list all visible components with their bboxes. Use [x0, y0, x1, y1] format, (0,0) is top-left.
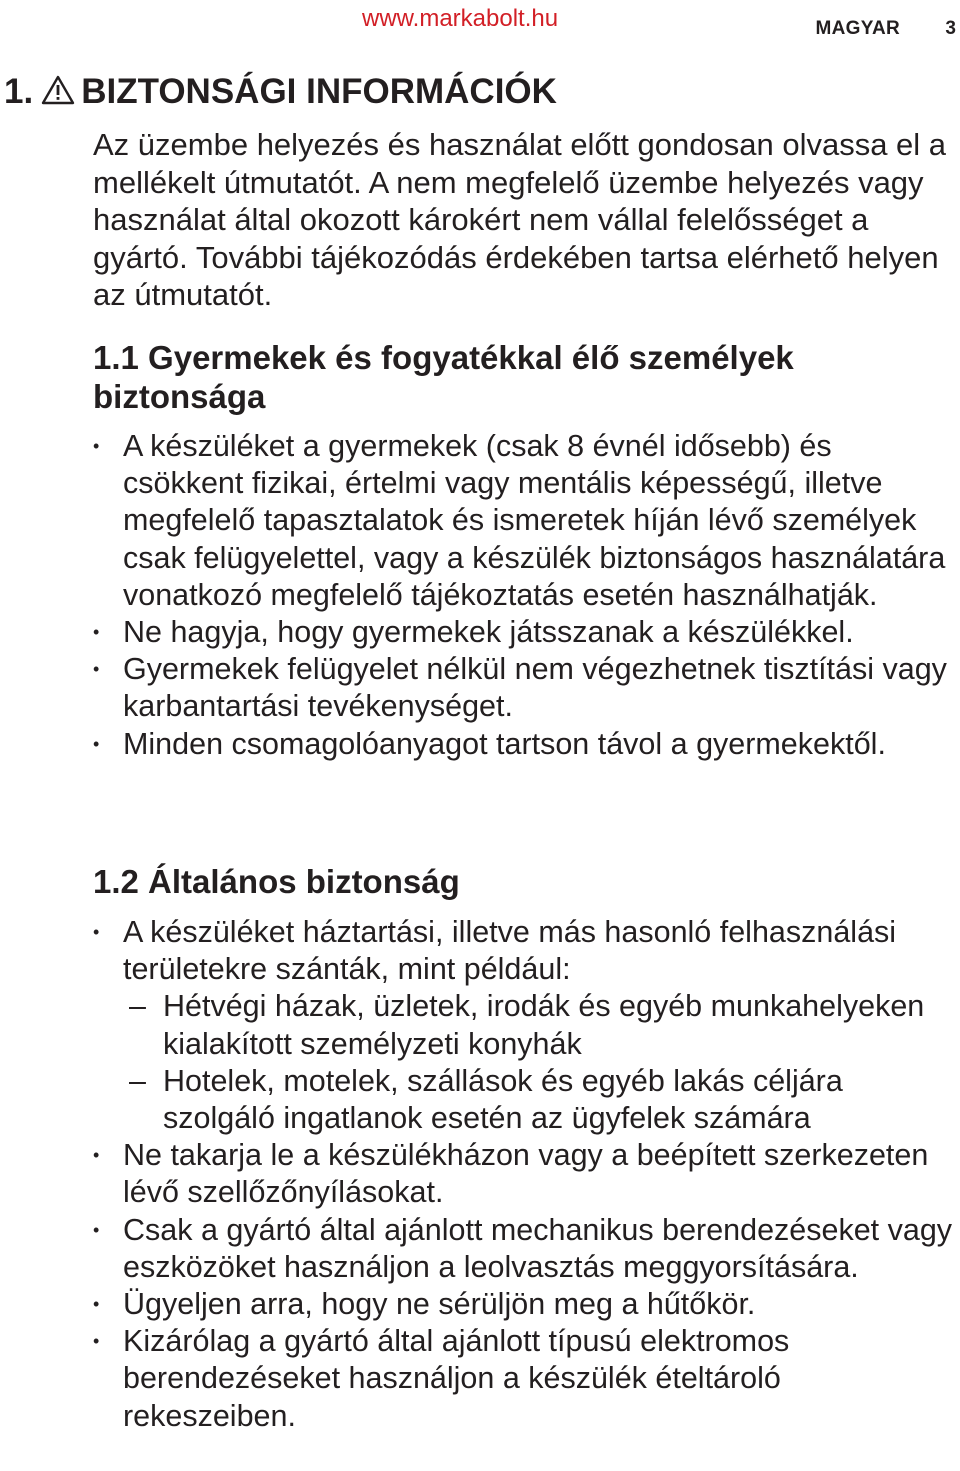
- bullet-icon: •: [93, 1331, 100, 1352]
- bullet-icon: •: [93, 436, 100, 456]
- bullet-icon: •: [93, 1145, 100, 1166]
- list-item: • Kizárólag a gyártó által ajánlott típusú elektromos berendezéseket használjon a készülék ételtároló rekeszeiben.: [93, 1324, 790, 1433]
- sub-list: [123, 988, 959, 1137]
- bullet-icon: •: [93, 733, 100, 754]
- list-item: • Minden csomagolóanyagot tartson távol a gyermekektől.: [93, 726, 959, 763]
- dash-icon: –: [129, 1063, 146, 1098]
- dash-icon: –: [129, 989, 146, 1024]
- website-url: www.markabolt.hu: [362, 5, 559, 32]
- list-item: • Ne hagyja, hogy gyermekek játsszanak a készülékkel.: [93, 614, 959, 651]
- list-item: • A készüléket a gyermekek (csak 8 évnél idősebb) és csökkent fizikai, értelmi vagy mentális képességű, illetve megfelelő tapasztalatok és ismeretek híján lévő személyek csak felügyelettel, vagy a készülék biztonságos használatára vonatkozó megfelelő tájékoztatás esetén használhatják.: [93, 429, 946, 612]
- list-item: • Ne takarja le a készülékházon vagy a beépített szerkezeten lévő szellőzőnyílásokat.: [93, 1138, 929, 1210]
- sub-list-item: – Hétvégi házak, üzletek, irodák és egyéb munkahelyeken kialakított személyzeti konyhák: [129, 989, 925, 1061]
- list-item: • Ügyeljen arra, hogy ne sérüljön meg a hűtőkör.: [93, 1286, 959, 1323]
- intro-paragraph: Az üzembe helyezés és használat előtt gondosan olvassa el a mellékelt útmutatót. A nem megfelelő üzembe helyezés vagy használat által okozott károkért nem vállal felelősséget a gyártó. További tájékozódás érdekében tartsa elérhető helyen az útmutatót.: [93, 127, 947, 312]
- general-safety-list: [93, 914, 959, 1435]
- list-item: • Gyermekek felügyelet nélkül nem végezhetnek tisztítási vagy karbantartási tevékenységet.: [93, 652, 947, 724]
- bullet-icon: •: [93, 922, 100, 942]
- language-label: MAGYAR: [815, 18, 900, 39]
- sub-list-item: – Hotelek, motelek, szállások és egyéb lakás céljára szolgáló ingatlanok esetén az ügyfelek számára: [129, 1063, 843, 1136]
- subsection-heading-1-1: 1.1 Gyermekek és fogyatékkal élő személyek biztonsága: [93, 339, 794, 415]
- section-heading: [4, 70, 557, 114]
- list-item: • A készüléket háztartási, illetve más hasonló felhasználási területekre szánták, mint például: – Hétvégi házak, üzletek, irodák és egyéb munkahelyeken kialakított személyzeti konyhák – Hotelek, motelek, szállások és egyéb lakás céljára szolgáló ingatlanok esetén az ügyfelek számára: [93, 914, 959, 1137]
- child-safety-list: [93, 428, 959, 763]
- bullet-icon: •: [93, 1294, 100, 1315]
- section-number: 1.: [4, 72, 34, 111]
- page-number: 3: [945, 18, 956, 39]
- list-item: • Csak a gyártó által ajánlott mechanikus berendezéseket vagy eszközöket használjon a leolvasztás meggyorsítására.: [93, 1212, 953, 1284]
- bullet-icon: •: [93, 622, 100, 643]
- warning-triangle-icon: [41, 75, 75, 105]
- bullet-icon: •: [93, 659, 100, 680]
- subsection-heading-1-2: 1.2 Általános biztonság: [93, 863, 460, 900]
- section-title: BIZTONSÁGI INFORMÁCIÓK: [81, 72, 557, 111]
- bullet-icon: •: [93, 1219, 100, 1240]
